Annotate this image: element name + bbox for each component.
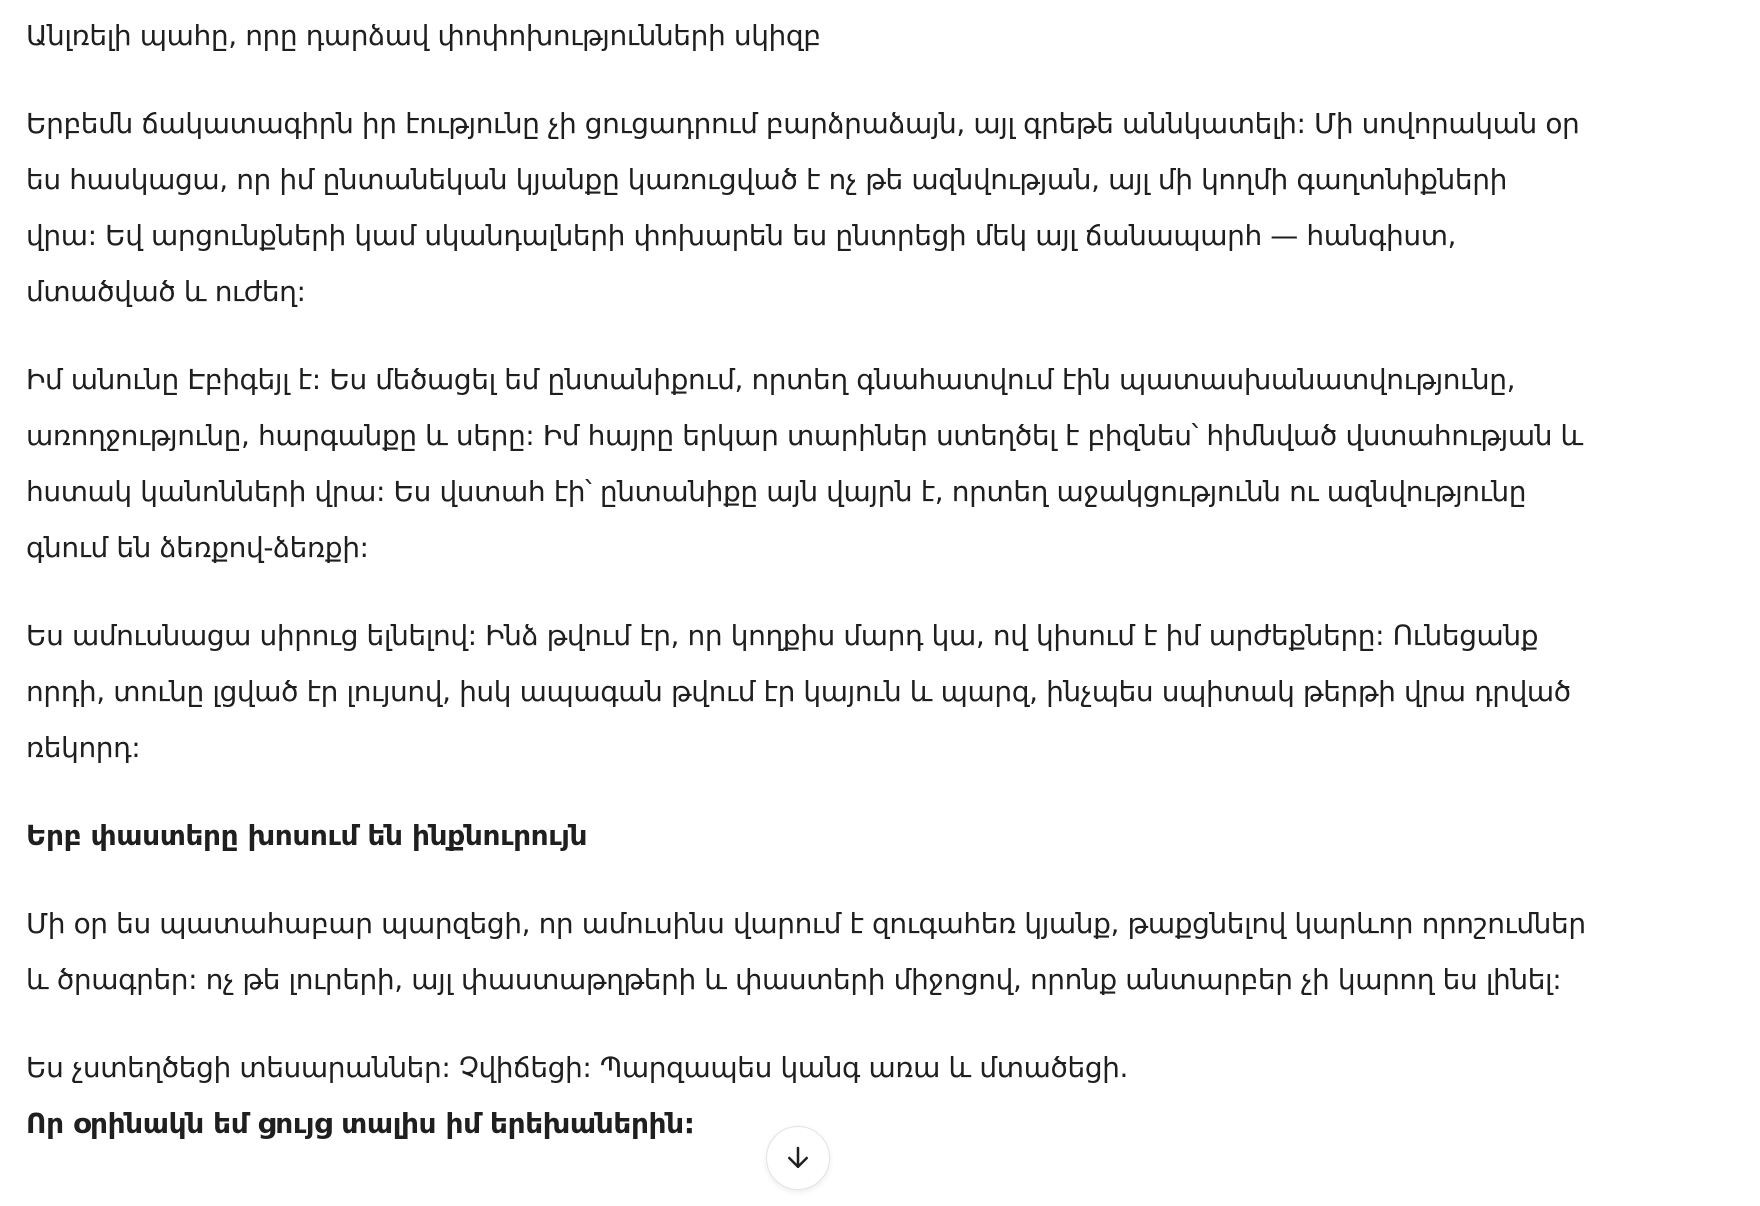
article-paragraph: Մի օր ես պատահաբար պարզեցի, որ ամուսինս վարում է զուգահեռ կյանք, թաքցնելով կարևոր որոշումներ և ծրագրեր: ոչ թե լուրերի, այլ փաստաթղթերի և փաստերի միջոցով, որոնք անտարբեր չի կարող ես լինել:	[26, 907, 1586, 996]
scroll-down-button[interactable]	[766, 1126, 830, 1190]
article-paragraph: Ես չստեղծեցի տեսարաններ: Չվիճեցի: Պարզապես կանգ առա և մտածեցի.	[26, 1051, 1129, 1084]
article-body	[26, 8, 1586, 1152]
article-paragraph: Երբեմն ճակատագիրն իր էությունը չի ցուցադրում բարձրաձայն, այլ գրեթե աննկատելի: Մի սովորական օր ես հասկացա, որ իմ ընտանեկան կյանքը կառուցված է ոչ թե ազնվության, այլ մի կողմի գաղտնիքների վրա: Եվ արցունքների կամ սկանդալների փոխարեն ես ընտրեցի մեկ այլ ճանապարհ — հանգիստ, մտածված և ուժեղ:	[26, 107, 1580, 308]
arrow-down-icon	[783, 1143, 813, 1173]
section-heading: Երբ փաստերը խոսում են ինքնուրույն	[26, 819, 588, 852]
article-intro-line: Անլռելի պահը, որը դարձավ փոփոխությունների սկիզբ	[26, 19, 821, 52]
article-paragraph: Իմ անունը Էբիգեյլ է: Ես մեծացել եմ ընտանիքում, որտեղ գնահատվում էին պատասխանատվությունը, առողջությունը, հարգանքը և սերը: Իմ հայրը երկար տարիներ ստեղծել է բիզնես՝ հիմնված վստահության և հստակ կանոնների վրա: Ես վստահ էի՝ ընտանիքը այն վայրն է, որտեղ աջակցությունն ու ազնվությունը գնում են ձեռքով-ձեռքի:	[26, 363, 1583, 564]
article-paragraph: Ես ամուսնացա սիրուց ելնելով: Ինձ թվում էր, որ կողքիս մարդ կա, ով կիսում է իմ արժեքները: Ունեցանք որդի, տունը լցված էր լույսով, իսկ ապագան թվում էր կայուն և պարզ, ինչպես սպիտակ թերթի վրա դրված ռեկորդ:	[26, 619, 1571, 764]
section-heading: Որ օրինակն եմ ցույց տալիս իմ երեխաներին:	[26, 1107, 695, 1140]
